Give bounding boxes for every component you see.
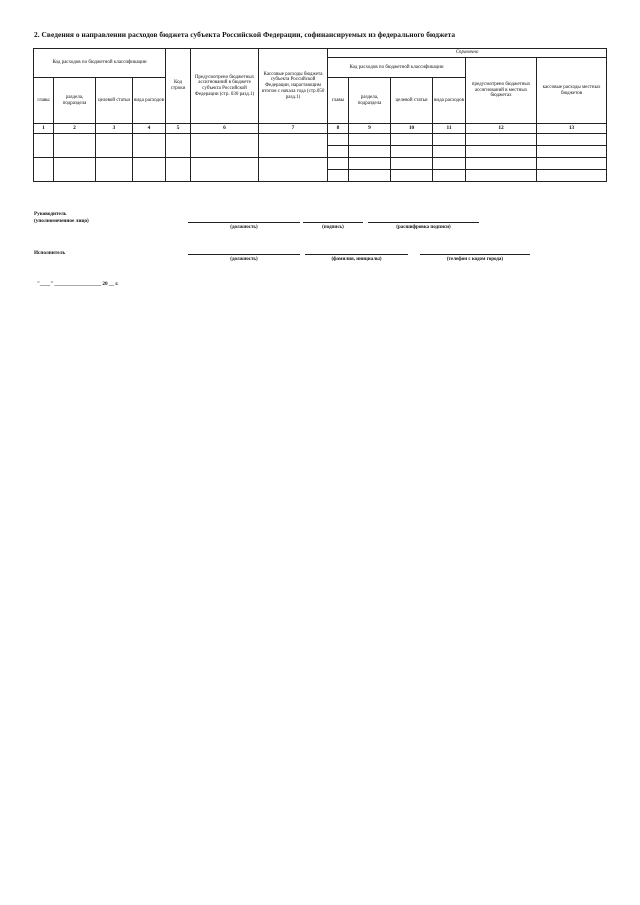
col-number: 8 — [328, 124, 349, 134]
table-row — [34, 158, 607, 170]
col-number: 13 — [537, 124, 607, 134]
subheader-razdela: раздела, подраздела — [54, 78, 96, 124]
caption-podpis: (подпись) — [322, 225, 344, 230]
label-ispolnitel: Исполнитель — [34, 250, 66, 256]
header-kassovye: Кассовые расходы бюджета субъекта Российской Федерации, нарастающим итогом с начала года (стр.050 разд.1) — [259, 49, 328, 124]
subheader-glavy: главы — [34, 78, 54, 124]
header-kod-rashodov: Код расходов по бюджетной классификации — [34, 49, 166, 78]
caption-rasshifrovka: (расшифровка подписи) — [396, 225, 451, 230]
header-spravochno: Справочно — [328, 49, 607, 58]
caption-dolzhnost-isp: (должность) — [230, 257, 258, 262]
signature-line-podpis — [303, 222, 363, 223]
subheader-celevoy: целевой статьи — [96, 78, 133, 124]
caption-telefon: (телефон с кодом города) — [446, 257, 504, 262]
col-number: 12 — [466, 124, 537, 134]
signature-line-rasshifrovka — [368, 222, 479, 223]
header-predusmotreno: Предусмотрено бюджетных ассигнований в бюджете субъекта Российской Федерации (стр. 030 разд.1) — [191, 49, 259, 124]
signature-line-dolzhnost-isp — [188, 254, 300, 255]
page-title: 2. Сведения о направлении расходов бюджета субъекта Российской Федерации, софинансируемых из федерального бюджета — [34, 30, 456, 39]
table-row — [34, 134, 607, 146]
col-number: 7 — [259, 124, 328, 134]
subheader-vida-sprav: вида расходов — [433, 78, 466, 124]
signature-line-fio — [305, 254, 408, 255]
col-number: 11 — [433, 124, 466, 134]
subheader-razdela-sprav: раздела, подраздела — [349, 78, 391, 124]
col-number: 4 — [133, 124, 166, 134]
col-number: 5 — [166, 124, 191, 134]
subheader-glavy-sprav: главы — [328, 78, 349, 124]
subheader-vida: вида расходов — [133, 78, 166, 124]
col-number: 2 — [54, 124, 96, 134]
date-line: "____" __________________ 20 __ г. — [37, 281, 119, 287]
header-kassovye-mestn: кассовые расходы местных бюджетов — [537, 58, 607, 124]
caption-dolzhnost: (должность) — [230, 225, 258, 230]
label-upolnomochennoe: (уполномоченное лицо) — [34, 218, 89, 224]
budget-form-table — [33, 48, 607, 182]
caption-fio: (фамилия, инициалы) — [331, 257, 382, 262]
header-kod-rashodov-sprav: Код расходов по бюджетной классификации — [328, 58, 466, 78]
subheader-celevoy-sprav: целевой статьи — [391, 78, 433, 124]
col-number: 10 — [391, 124, 433, 134]
header-kod-stroki: Код строки — [166, 49, 191, 124]
col-number: 1 — [34, 124, 54, 134]
col-number: 6 — [191, 124, 259, 134]
col-number: 3 — [96, 124, 133, 134]
signature-line-dolzhnost — [188, 222, 300, 223]
signature-line-telefon — [420, 254, 530, 255]
header-predusmotreno-mestn: предусмотрено бюджетных ассигнований в местных бюджетах — [466, 58, 537, 124]
col-number: 9 — [349, 124, 391, 134]
column-numbers-row — [34, 124, 607, 134]
label-rukovoditel: Руководитель — [34, 211, 67, 217]
